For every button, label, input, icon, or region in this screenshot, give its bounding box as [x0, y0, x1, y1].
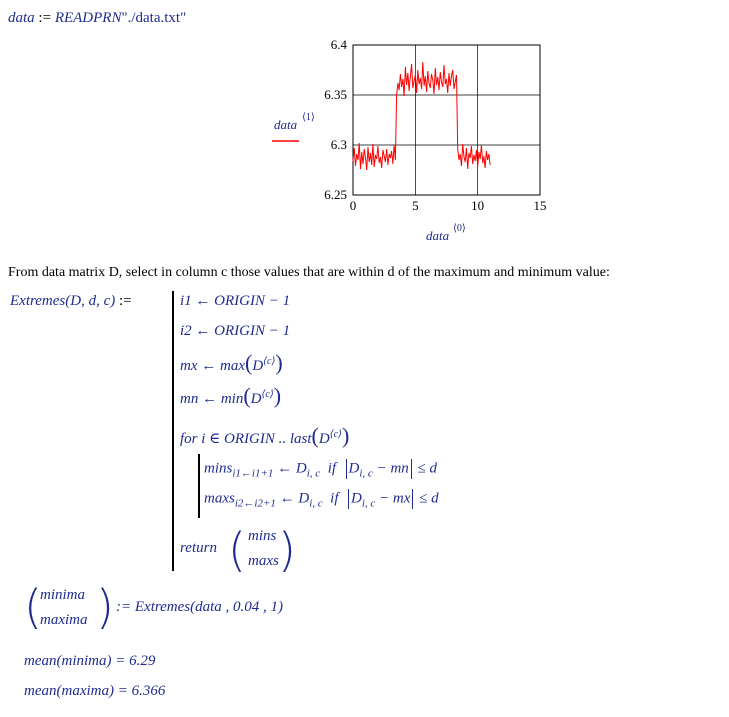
x-tick-label: 5: [412, 198, 419, 213]
minus-mx: − mx: [379, 490, 411, 507]
x-tick-label: 0: [349, 198, 357, 213]
column-c-superscript: ⟨c⟩: [261, 389, 274, 400]
column-c-superscript: ⟨c⟩: [329, 429, 342, 440]
x-tick-label: 15: [533, 198, 547, 213]
extremes-call: := Extremes(data , 0.04 , 1): [116, 599, 284, 615]
extremes-function-name: Extremes(D, d, c): [10, 293, 116, 309]
if-keyword: if: [327, 460, 337, 477]
for-body-bar: [198, 454, 200, 518]
mn-assign-text: mn ← min: [180, 391, 244, 407]
x-axis-label-superscript: ⟨0⟩: [453, 223, 466, 234]
maxs-variable: maxs: [204, 490, 235, 507]
extremes-signature[interactable]: [10, 293, 132, 310]
y-tick-label: 6.35: [324, 87, 347, 102]
assign-arrow: ←: [277, 460, 293, 477]
y-tick-label: 6.3: [330, 137, 347, 152]
call-vector-top[interactable]: minima: [40, 587, 85, 603]
leq-d: ≤ d: [417, 460, 438, 477]
plot-grid: [353, 45, 540, 195]
call-paren-left: (: [24, 580, 42, 634]
d-index: i, c: [306, 467, 321, 480]
return-paren-left: (: [228, 523, 246, 577]
prog-line-mins: [204, 459, 437, 479]
y-axis-label-superscript: ⟨1⟩: [302, 112, 315, 123]
readprn-argument: "./data.txt": [121, 10, 187, 26]
x-tick-label: 10: [471, 198, 485, 213]
return-vector-bottom: maxs: [248, 553, 279, 569]
x-axis-label: data: [426, 228, 450, 243]
leq-d: ≤ d: [419, 490, 439, 507]
prog-line-i2: i2 ← ORIGIN − 1: [180, 323, 291, 339]
d-element: D: [351, 490, 362, 507]
data-plot[interactable]: [0, 0, 729, 260]
return-paren-right: ): [278, 523, 296, 577]
d-element: D: [295, 460, 307, 477]
prog-line-for: for i ∈ ORIGIN .. $last(D^{⟨c⟩})$: [180, 423, 350, 448]
d-index: i, c: [309, 497, 323, 510]
column-c-superscript: ⟨c⟩: [263, 356, 276, 367]
mx-assign-text: mx ← max: [180, 358, 245, 374]
data-variable: data: [8, 10, 35, 26]
description-text: From data matrix D, select in column c those values that are within d of the maximum and minimum value:: [8, 265, 610, 280]
data-series-line: [353, 62, 490, 170]
minus-mn: − mn: [376, 460, 409, 477]
assign-operator: :=: [38, 10, 52, 26]
maxs-index: i2←i2+1: [234, 497, 276, 510]
prog-line-mn: mn ← $\min(D^{⟨c⟩})$: [180, 383, 282, 408]
prog-line-return: return: [180, 540, 217, 556]
extremes-assign: :=: [118, 293, 132, 309]
for-loop-text: for i ∈ ORIGIN .. last: [180, 431, 312, 447]
matrix-d-symbol: D: [250, 391, 262, 407]
return-vector-top: mins: [248, 528, 277, 544]
assign-arrow: ←: [279, 490, 295, 507]
prog-line-mx: mx ← $\max(D^{⟨c⟩})$: [180, 350, 283, 375]
y-tick-label: 6.4: [330, 37, 347, 52]
prog-line-maxs: [204, 489, 439, 509]
d-element: D: [348, 460, 360, 477]
mins-index: i1←i1+1: [232, 467, 274, 480]
mean-minima-result[interactable]: mean(minima) = 6.29: [24, 653, 156, 669]
y-axis-label: data: [274, 117, 298, 132]
mean-maxima-result[interactable]: mean(maxima) = 6.366: [24, 683, 166, 699]
call-expression[interactable]: [116, 599, 283, 616]
matrix-d-symbol: D: [252, 358, 264, 374]
readprn-function: READPRN: [54, 10, 122, 26]
call-vector-bottom[interactable]: maxima: [40, 612, 88, 628]
if-keyword: if: [330, 490, 339, 507]
call-paren-right: ): [96, 580, 114, 634]
plot-frame: [353, 45, 540, 195]
d-index: i, c: [359, 467, 373, 480]
prog-line-i1: i1 ← ORIGIN − 1: [180, 293, 291, 309]
matrix-d-symbol: D: [318, 431, 330, 447]
y-tick-label: 6.25: [324, 187, 347, 202]
mins-variable: mins: [204, 460, 233, 477]
program-bar: [172, 291, 174, 571]
d-element: D: [298, 490, 310, 507]
d-index: i, c: [361, 497, 376, 510]
